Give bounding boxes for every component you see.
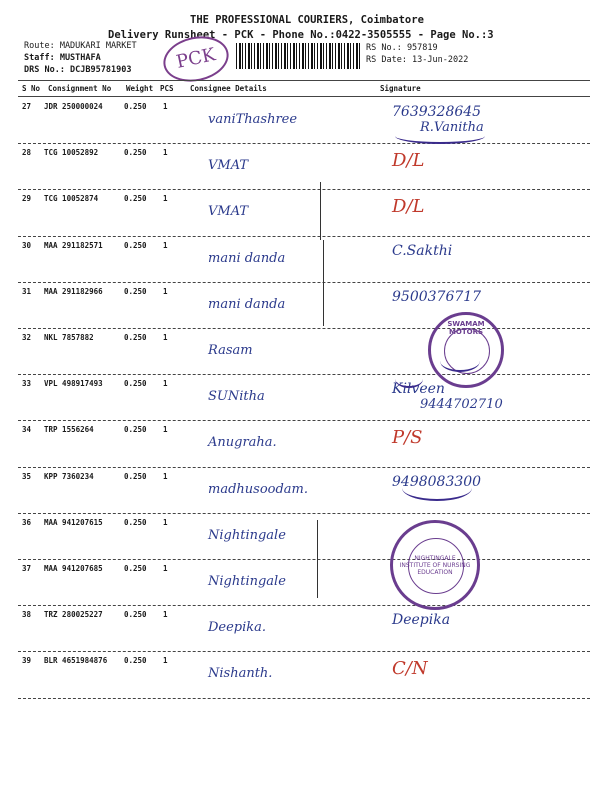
row-pcs: 1 [163,286,168,296]
row-divider [18,651,590,652]
row-sno: 33 [22,379,32,389]
row-pcs: 1 [163,425,168,435]
row-weight: 0.250 [124,194,147,204]
row-divider [18,420,590,421]
row-signature-extra: R.Vanitha [420,120,484,135]
row-sno: 35 [22,471,32,481]
row-weight: 0.250 [124,286,147,296]
row-sno: 37 [22,564,32,573]
barcode [236,43,360,69]
row-weight: 0.250 [124,333,147,342]
row-consignee-handwritten: mani danda [208,250,286,266]
row-signature: P/S [392,427,423,449]
row-signature: 7639328645 [392,104,482,120]
row-consignment-no: MAA 941207685 [44,564,103,573]
row-consignment-no: TRP 1556264 [44,425,94,435]
row-consignee-handwritten: vaniThashree [208,112,298,127]
bracket-28-29 [320,182,321,240]
row-weight: 0.250 [124,517,147,527]
row-consignee-handwritten: VMAT [208,204,249,220]
row-pcs: 1 [163,102,168,111]
seal1-text: SWAMAM MOTORS [447,320,485,336]
row-divider [18,513,590,514]
row-consignment-no: VPL 498917493 [44,379,103,389]
col-header-sno: S No [22,84,41,93]
row-divider [18,236,590,237]
row-sno: 34 [22,425,32,435]
rs-number: RS No.: 957819 [366,43,438,53]
row-signature: C/N [392,658,428,680]
row-signature: C.Sakthi [392,242,453,259]
row-pcs: 1 [163,194,168,204]
row-weight: 0.250 [124,656,147,666]
signature-scribble-32 [440,350,480,372]
header-top-rule [18,80,590,81]
row-sno: 29 [22,194,32,204]
row-consignment-no: TCG 10052874 [44,194,99,204]
row-sno: 27 [22,102,32,111]
row-sno: 32 [22,333,32,342]
col-header-consignment: Consignment No [48,84,112,93]
row-pcs: 1 [163,333,168,342]
row-sno: 39 [22,656,32,666]
route-label: Route: MADUKARI MARKET [24,41,137,51]
col-header-weight: Weight [126,84,154,93]
row-consignment-no: MAA 291182966 [44,286,103,296]
runsheet-subtitle: Delivery Runsheet - PCK - Phone No.:0422-3505555 - Page No.:3 [108,29,494,41]
row-consignment-no: TRZ 280025227 [44,610,103,620]
row-sno: 30 [22,240,32,250]
company-title: THE PROFESSIONAL COURIERS, Coimbatore [190,14,424,26]
row-weight: 0.250 [124,610,147,620]
row-pcs: 1 [163,656,168,666]
row-signature: 9498083300 [392,473,482,490]
row-divider [18,189,590,190]
row-consignment-no: MAA 941207615 [44,517,103,527]
signature-scribble-33 [395,370,423,388]
row-divider [18,559,590,560]
row-consignment-no: JDR 250000024 [44,102,103,111]
seal2-text: NIGHTINGALE INSTITUTE OF NURSING EDUCATION [399,555,471,576]
row-divider [18,467,590,468]
row-weight: 0.250 [124,425,147,435]
row-sno: 36 [22,517,32,527]
row-consignee-handwritten: Rasam [208,343,253,358]
row-pcs: 1 [163,471,168,481]
row-consignee-handwritten: Nightingale [208,527,286,543]
row-signature: D/L [392,150,425,172]
pck-stamp: PCK [159,31,233,88]
row-consignment-no: NKL 7857882 [44,333,94,342]
row-divider [18,328,590,329]
row-weight: 0.250 [124,148,147,158]
row-signature: Kilveen [392,381,445,398]
row-weight: 0.250 [124,240,147,250]
row-consignee-handwritten: madhusoodam. [208,481,309,497]
nightingale-seal [390,520,480,610]
row-consignee-handwritten: Nightingale [208,574,286,589]
row-consignee-handwritten: SUNitha [208,389,265,405]
row-divider [18,698,590,699]
col-header-pcs: PCS [160,84,174,93]
row-consignee-handwritten: Nishanth. [208,666,273,682]
row-pcs: 1 [163,148,168,158]
row-pcs: 1 [163,240,168,250]
rs-date: RS Date: 13-Jun-2022 [366,55,469,65]
signature-scribble-27 [395,128,485,144]
row-sno: 38 [22,610,32,620]
row-weight: 0.250 [124,564,147,573]
row-consignee-handwritten: VMAT [208,158,249,174]
row-consignment-no: MAA 291182571 [44,240,103,250]
bracket-36-37 [317,520,318,598]
row-pcs: 1 [163,564,168,573]
row-weight: 0.250 [124,102,147,111]
row-sno: 31 [22,286,32,296]
row-pcs: 1 [163,610,168,620]
row-signature: Deepika [392,612,451,629]
row-consignment-no: TCG 10052892 [44,148,99,158]
row-divider [18,374,590,375]
col-header-consignee: Consignee Details [190,84,267,93]
row-consignment-no: KPP 7360234 [44,471,94,481]
drs-number: DRS No.: DCJB95781903 [24,65,132,75]
row-consignee-handwritten: Anugraha. [208,435,277,451]
row-divider [18,143,590,144]
header-bottom-rule [18,96,590,97]
row-consignee-handwritten: Deepika. [208,620,267,636]
row-signature: D/L [392,196,425,218]
row-consignee-handwritten: mani danda [208,296,286,312]
signature-scribble-35 [402,475,472,501]
row-pcs: 1 [163,517,168,527]
col-header-signature: Signature [380,84,421,93]
row-weight: 0.250 [124,471,147,481]
row-consignment-no: BLR 4651984876 [44,656,108,666]
staff-label: Staff: MUSTHAFA [24,53,101,63]
row-divider [18,282,590,283]
row-weight: 0.250 [124,379,147,389]
row-pcs: 1 [163,379,168,389]
row-divider [18,605,590,606]
row-signature-extra: 9444702710 [420,397,503,413]
bracket-30-31 [323,240,324,326]
row-signature: 9500376717 [392,288,482,305]
row-sno: 28 [22,148,32,158]
